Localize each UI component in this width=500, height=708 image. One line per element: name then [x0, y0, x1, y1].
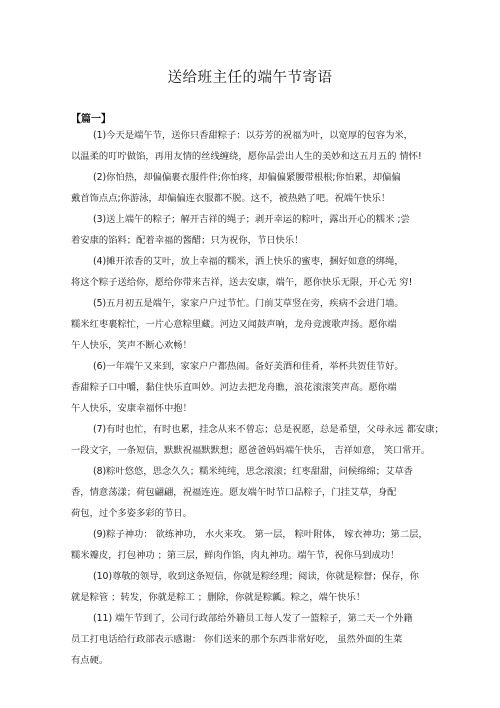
- paragraph-line: (1)今天是端午节，送你只香甜粽子：以芬芳的祝福为叶，以宽厚的包容为米，: [93, 130, 413, 141]
- paragraph-line: (9)粽子神功： 欲练神功， 水火来攻。 第一层， 粽叶附体， 嫁衣神功；第二层，: [93, 529, 428, 540]
- paragraph-line: (5)五月初五是端午，家家户户过节忙。门前艾草竖在旁，疾病不会进门墙。: [93, 298, 404, 309]
- paragraph-line: (3)送上端午的粽子；解开吉祥的绳子；剥开幸运的粽叶，露出开心的糯米 ;尝: [93, 214, 410, 225]
- paragraph-line: 荷包，过个多姿多彩的节日。: [71, 508, 192, 519]
- paragraph-line: 糯米瓣皮，打包神功 ；第三层，鲜肉作馅，肉丸神功。端午节，祝你马到成功！: [71, 550, 400, 561]
- paragraph-line: 就是粽管 ；转发，你就是粽工 ；删除，你就是粽瓤。粽之，端午快乐！: [71, 592, 366, 603]
- paragraph-line: (8)粽叶悠悠，思念久久；糯米纯纯，思念滚滚；红枣甜甜，问候绵绵；艾草香: [93, 466, 413, 477]
- paragraph-line: 香甜粽子口中嚼，黏住快乐直叫妙。河边去把龙舟瞧，浪花滚滚笑声高。愿你端: [71, 382, 397, 393]
- paragraph-line: (2)你怕热，却偏偏裹衣服件件;你怕疼，却偏偏紧腰带根根;你怕累，却偏偏: [93, 172, 401, 183]
- document-title: 送给班主任的端午节寄语: [167, 70, 333, 86]
- paragraph-line: 员工打电话给行政部表示感谢： 你们送来的那个东西非常好吃， 虽然外面的生菜: [71, 634, 403, 645]
- paragraph-line: (7)有时也忙，有时也累，挂念从来不曾忘；总是祝愿，总是希望，父母永远 都安康；: [93, 424, 444, 435]
- paragraph-line: 午人快乐，安康幸福怀中抱！: [71, 403, 192, 414]
- paragraph-line: 一段文字，一条短信，默默祝福默默想；愿爸爸妈妈端午快乐， 吉祥如意， 笑口常开。: [71, 445, 431, 456]
- paragraph-line: 香，情意荡漾；荷包翩翩，祝福连连。愿友端午时节口品粽子，门挂艾草，身配: [71, 487, 397, 498]
- paragraph-line: 糯米红枣裹粽忙，一片心意粽里藏。河边又闻鼓声响，龙舟竞渡歌声扬。愿你端: [71, 319, 397, 330]
- paragraph-line: 戴首饰点点;你游泳，却偏偏连衣服都不脱。这不，被热熟了吧。祝端午快乐！: [71, 193, 391, 204]
- paragraph-line: (4)摊开浓香的艾叶，放上幸福的糯米，洒上快乐的蜜枣，捆好如意的绑绳，: [93, 256, 404, 267]
- section-label: 【篇一】: [71, 114, 111, 125]
- paragraph-line: 着安康的馅料；配着幸福的酱醋；只为祝你，节日快乐！: [71, 235, 304, 246]
- paragraph-line: 以温柔的叮咛做馅，再用友情的丝线缠绕，愿你品尝出人生的美妙和这五月五的 情怀!: [71, 151, 422, 162]
- paragraph-line: (10)尊敬的领导，收到这条短信，你就是粽经理；阅读，你就是粽督；保存，你: [93, 571, 419, 582]
- paragraph-line: 有点硬。: [71, 655, 109, 666]
- paragraph-line: 将这个粽子送给你，愿给你带来吉祥，送去安康，端午，愿你快乐无限，开心无 穷!: [71, 277, 413, 288]
- paragraph-line: (6)一年端午又来到，家家户户都热闹。备好美酒和佳肴，举杯共贺佳节好。: [93, 361, 404, 372]
- paragraph-line: (11) 端午节到了，公司行政部给外籍员工每人发了一篮粽子，第二天一个外籍: [93, 613, 413, 624]
- paragraph-line: 午人快乐，笑声不断心欢畅！: [71, 340, 192, 351]
